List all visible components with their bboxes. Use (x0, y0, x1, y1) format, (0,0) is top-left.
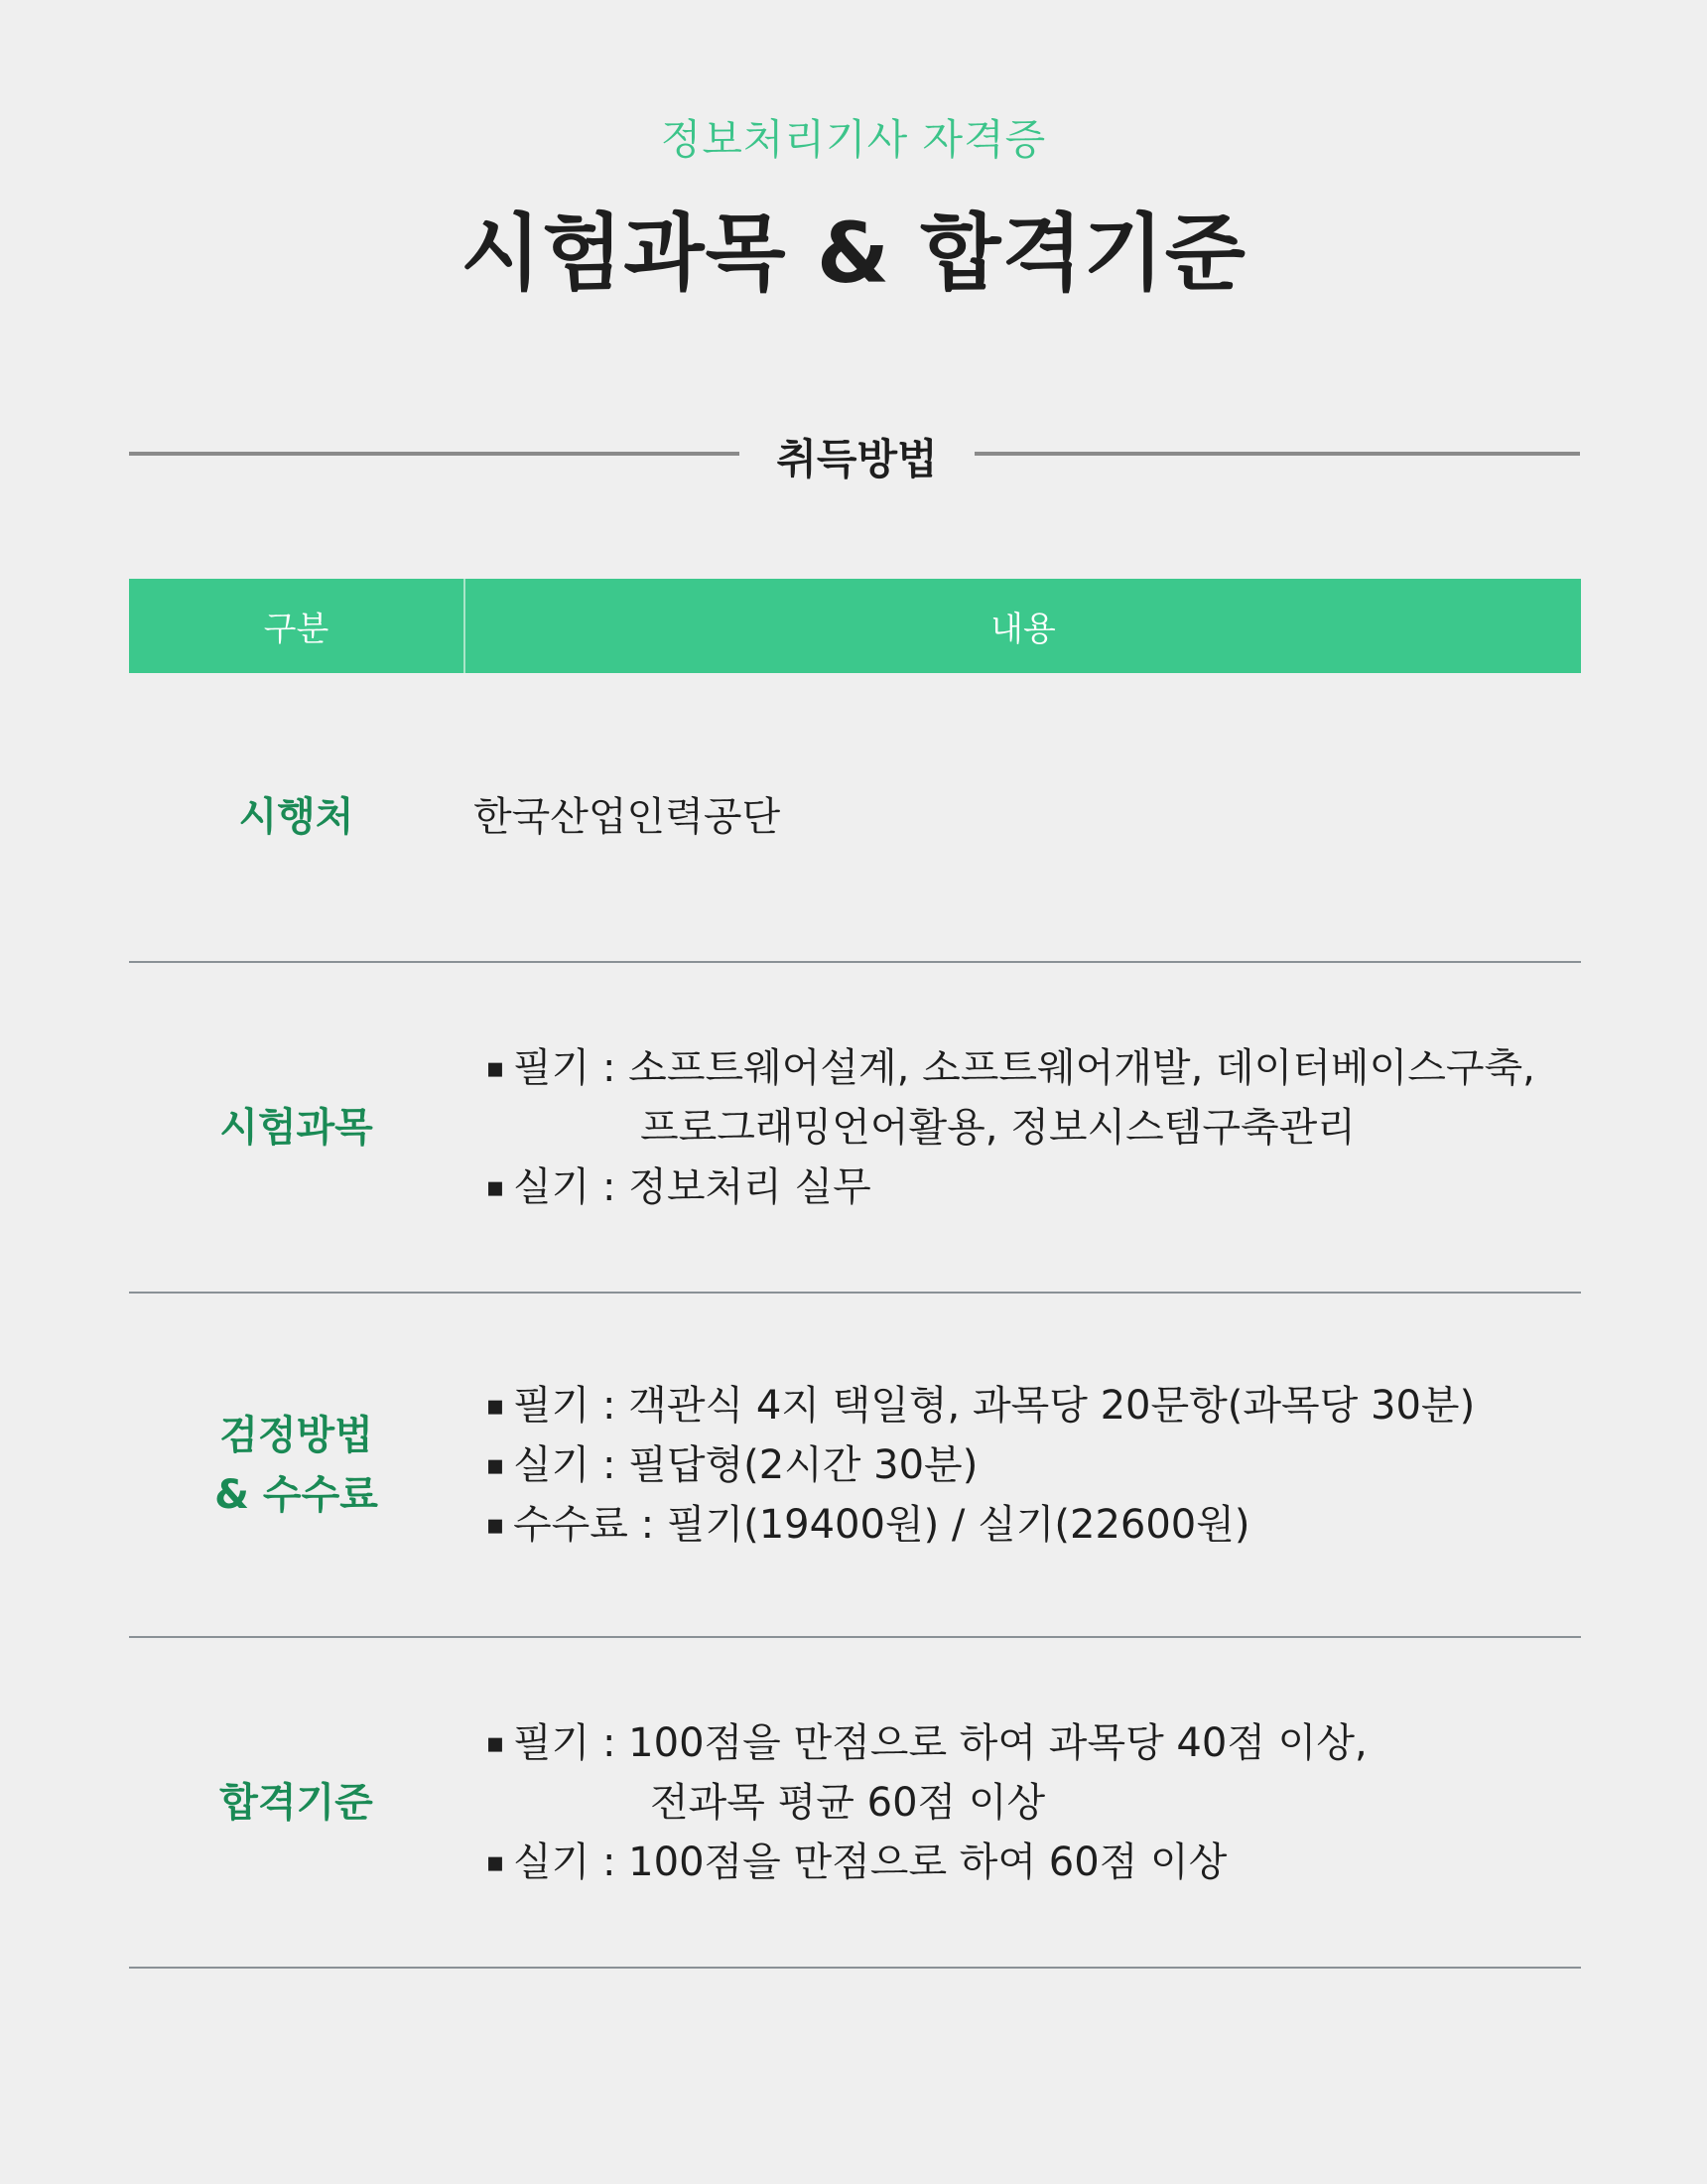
bullet-icon: ▪ (485, 1844, 505, 1878)
bullet-item (473, 1435, 1581, 1495)
row-category (129, 1294, 463, 1636)
row-content (463, 1638, 1581, 1967)
bullet-item (473, 1376, 1581, 1435)
bullet-text: 필기 : 100점을 만점으로 하여 과목당 40점 이상, (513, 1719, 1368, 1766)
row-category (129, 1638, 463, 1967)
info-table (129, 579, 1581, 1969)
bullet-text: 실기 : 필답형(2시간 30분) (513, 1441, 979, 1488)
table-row (129, 963, 1581, 1294)
bullet-item (473, 1495, 1581, 1555)
column-header-content: 내용 (990, 610, 1056, 649)
column-header-category: 구분 (129, 579, 465, 673)
bullet-icon: ▪ (485, 1507, 505, 1541)
row-content-text: 한국산업인력공단 (473, 794, 781, 840)
bullet-text: 수수료 : 필기(19400원) / 실기(22600원) (513, 1501, 1250, 1548)
row-content (463, 1294, 1581, 1636)
row-category-label: 검정방법 (219, 1412, 373, 1458)
row-category-label: & 수수료 (214, 1471, 378, 1518)
bullet-icon: ▪ (485, 1725, 505, 1759)
section-divider-right (975, 452, 1580, 456)
table-header (129, 579, 1581, 673)
bullet-text: 필기 : 소프트웨어설계, 소프트웨어개발, 데이터베이스구축, (513, 1044, 1535, 1091)
table-row (129, 1638, 1581, 1969)
section-divider-left (129, 452, 739, 456)
bullet-text: 실기 : 100점을 만점으로 하여 60점 이상 (513, 1839, 1228, 1885)
bullet-continuation: 프로그래밍언어활용, 정보시스템구축관리 (640, 1104, 1356, 1151)
table-row (129, 673, 1581, 963)
bullet-icon: ▪ (485, 1050, 505, 1084)
row-category (129, 963, 463, 1292)
subtitle: 정보처리기사 자격증 (660, 115, 1047, 164)
section-heading: 취득방법 (776, 435, 938, 483)
bullet-item (473, 1833, 1581, 1892)
bullet-text: 필기 : 객관식 4지 택일형, 과목당 20문항(과목당 30분) (513, 1382, 1476, 1429)
bullet-icon: ▪ (485, 1447, 505, 1481)
bullet-text: 실기 : 정보처리 실무 (513, 1163, 871, 1210)
row-content (463, 673, 1581, 961)
bullet-continuation: 전과목 평균 60점 이상 (650, 1779, 1046, 1826)
bullet-item (473, 1713, 1581, 1773)
row-content (463, 963, 1581, 1292)
bullet-icon: ▪ (485, 1388, 505, 1422)
bullet-icon: ▪ (485, 1169, 505, 1203)
table-row (129, 1294, 1581, 1638)
row-category (129, 673, 463, 961)
row-category-label: 시험과목 (219, 1104, 373, 1151)
bullet-item (473, 1158, 1581, 1217)
bullet-item (473, 1038, 1581, 1098)
page-title: 시험과목 & 합격기준 (460, 205, 1247, 302)
row-category-label: 시행처 (238, 794, 354, 840)
row-category-label: 합격기준 (219, 1779, 373, 1826)
